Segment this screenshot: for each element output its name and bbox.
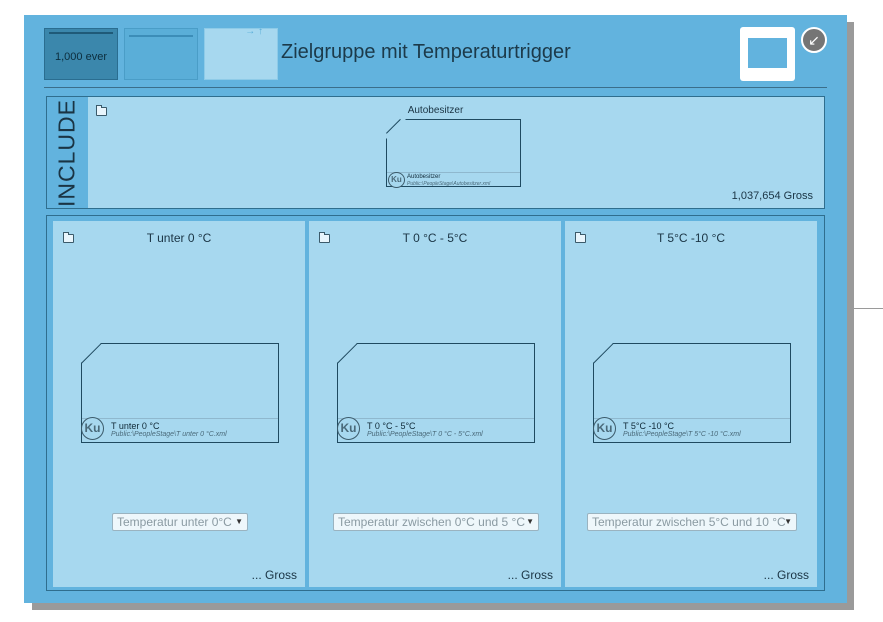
group-count: ... Gross [251,568,297,582]
ku-icon: Ku [388,172,405,188]
tile-2[interactable] [124,28,198,80]
group-column [53,221,305,587]
tile-1000-ever-label: 1,000 ever [55,51,107,63]
temperature-select[interactable] [333,513,539,531]
temperature-select-value: Temperatur unter 0°C [117,515,232,529]
card-separator [594,418,790,419]
group-title: T 0 °C - 5°C [402,231,468,245]
temperature-select-value: Temperatur zwischen 0°C und 5 °C [338,515,526,529]
include-section [46,96,825,209]
window-mode-button[interactable] [740,27,795,81]
group-column [309,221,561,587]
chevron-down-icon: ▼ [235,517,243,526]
segment-card[interactable] [81,343,279,443]
card-name: T 0 °C - 5°C [367,421,416,431]
chevron-down-icon: ▼ [784,517,792,526]
group-title: T 5°C -10 °C [656,231,726,245]
card-path: Public:\PeopleStage\T 0 °C - 5°C.xml [367,431,483,438]
card-separator [338,418,534,419]
segment-card[interactable] [593,343,791,443]
card-path: Public:\PeopleStage\Autobesitzer.xml [407,181,491,187]
collapse-icon[interactable]: ↙ [801,27,827,53]
include-label: INCLUDE [53,99,80,207]
card-separator [82,418,278,419]
header-divider [44,87,827,88]
groups-section [46,215,825,591]
include-segment-card[interactable] [386,119,521,187]
group-title: T unter 0 °C [146,231,212,245]
ku-icon: Ku [81,417,104,440]
arrow-icon: → ↑ [245,26,263,37]
card-name: T unter 0 °C [111,421,160,431]
tile-3[interactable] [204,28,278,80]
card-name: Autobesitzer [407,174,441,180]
card-name: T 5°C -10 °C [623,421,675,431]
connector-line [850,308,883,309]
card-path: Public:\PeopleStage\T unter 0 °C.xml [111,431,227,438]
group-column [565,221,817,587]
temperature-select-value: Temperatur zwischen 5°C und 10 °C [592,515,786,529]
include-count: 1,037,654 Gross [731,190,813,202]
card-separator [387,172,520,173]
chevron-down-icon: ▼ [526,517,534,526]
segment-card[interactable] [337,343,535,443]
tile-bar [49,32,113,34]
group-count: ... Gross [507,568,553,582]
ku-icon: Ku [337,417,360,440]
include-segment-title: Autobesitzer [407,105,464,116]
card-path: Public:\PeopleStage\T 5°C -10 °C.xml [623,431,741,438]
page-title: Zielgruppe mit Temperaturtrigger [281,41,571,63]
window-icon [748,38,787,68]
group-count: ... Gross [763,568,809,582]
tile-bar [129,35,193,37]
tile-1000-ever[interactable] [44,28,118,80]
temperature-select[interactable] [112,513,248,531]
ku-icon: Ku [593,417,616,440]
temperature-select[interactable] [587,513,797,531]
